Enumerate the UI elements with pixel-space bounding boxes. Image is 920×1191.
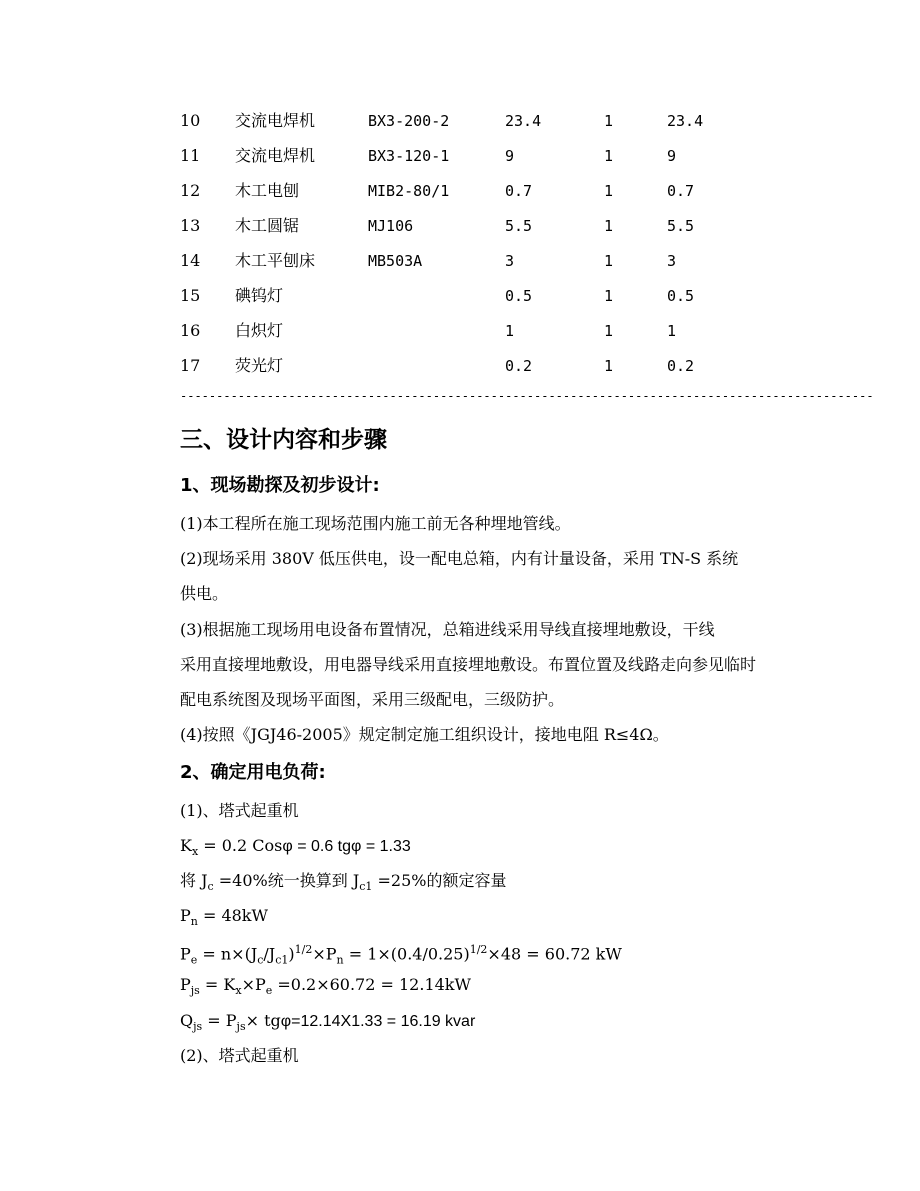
item-title: (2)、塔式起重机: [180, 1046, 299, 1065]
row-name: 白炽灯: [235, 321, 284, 340]
row-model: MB503A: [368, 252, 423, 270]
section-title: 三、设计内容和步骤: [180, 427, 387, 453]
row-model: MJ106: [368, 217, 414, 235]
row-name: 交流电焊机: [235, 111, 316, 130]
row-power: 3: [505, 252, 515, 270]
table-row: [0, 284, 920, 310]
row-no: 17: [180, 356, 201, 375]
row-power: 5.5: [505, 217, 533, 235]
row-no: 14: [180, 251, 201, 270]
row-name: 荧光灯: [235, 356, 284, 375]
row-qty: 1: [604, 252, 614, 270]
row-total: 0.7: [667, 182, 695, 200]
row-total: 0.2: [667, 357, 695, 375]
formula-kx: $K_x = 0.2$ Cosφ = 0.6 tgφ = 1.33: [180, 836, 411, 859]
row-no: 16: [180, 321, 201, 340]
formula-pjs: $P_{js} = K_x\times P_e =0.2\times 60.72 = 12.14kW$: [180, 975, 471, 998]
row-qty: 1: [604, 357, 614, 375]
row-power: 0.2: [505, 357, 533, 375]
row-model: MIB2-80/1: [368, 182, 450, 200]
row-power: 0.7: [505, 182, 533, 200]
table-divider: ------------------------------------------------------------------------------------------------: [180, 389, 874, 403]
row-qty: 1: [604, 147, 614, 165]
item-title: (1)、塔式起重机: [180, 801, 299, 820]
paragraph: 供电。: [180, 584, 229, 603]
row-qty: 1: [604, 287, 614, 305]
row-name: 木工圆锯: [235, 216, 300, 235]
row-qty: 1: [604, 217, 614, 235]
paragraph: 采用直接埋地敷设，用电器导线采用直接埋地敷设。布置位置及线路走向参见临时: [180, 655, 757, 674]
row-power: 23.4: [505, 112, 542, 130]
paragraph: (2)现场采用 380V 低压供电，设一配电总箱，内有计量设备，采用 TN-S 系统: [180, 549, 739, 568]
row-no: 15: [180, 286, 201, 305]
row-qty: 1: [604, 322, 614, 340]
formula-conversion: 将 $J_c =40\%$统一换算到 $J_{c1} =25\%$的额定容量: [180, 871, 507, 894]
subsection-title: 2、确定用电负荷:: [180, 762, 326, 783]
row-total: 1: [667, 322, 677, 340]
paragraph: (1)本工程所在施工现场范围内施工前无各种埋地管线。: [180, 514, 571, 533]
formula-pn: $P_n = 48kW$: [180, 906, 268, 929]
row-no: 11: [180, 146, 201, 165]
table-row: [0, 249, 920, 275]
paragraph: (3)根据施工现场用电设备布置情况，总箱进线采用导线直接埋地敷设，干线: [180, 620, 715, 639]
table-row: [0, 319, 920, 345]
row-power: 0.5: [505, 287, 533, 305]
row-name: 交流电焊机: [235, 146, 316, 165]
paragraph: 配电系统图及现场平面图，采用三级配电，三级防护。: [180, 690, 565, 709]
row-name: 碘钨灯: [235, 286, 284, 305]
formula-pe: $P_e = n\times(J_c/J_{c1})^{1/2}\times P_n = 1\times(0.4/0.25)^{1/2}\times 48 = 60.72$ kW: [180, 943, 622, 967]
table-row: [0, 144, 920, 170]
row-qty: 1: [604, 112, 614, 130]
row-total: 23.4: [667, 112, 704, 130]
table-row: [0, 109, 920, 135]
row-total: 5.5: [667, 217, 695, 235]
row-no: 10: [180, 111, 201, 130]
row-total: 0.5: [667, 287, 695, 305]
row-qty: 1: [604, 182, 614, 200]
row-no: 12: [180, 181, 201, 200]
formula-qjs: $Q_{js} = P_{js}\times tg\varphi=12.14X1.33 = 16.19$ kvar: [180, 1011, 476, 1034]
subsection-title: 1、现场勘探及初步设计:: [180, 475, 380, 496]
row-model: BX3-120-1: [368, 147, 450, 165]
row-model: BX3-200-2: [368, 112, 450, 130]
row-no: 13: [180, 216, 201, 235]
table-row: [0, 179, 920, 205]
paragraph: (4)按照《JGJ46-2005》规定制定施工组织设计，接地电阻 R≤4Ω。: [180, 725, 669, 744]
table-row: [0, 214, 920, 240]
row-name: 木工平刨床: [235, 251, 316, 270]
row-total: 3: [667, 252, 677, 270]
row-power: 9: [505, 147, 515, 165]
row-total: 9: [667, 147, 677, 165]
row-name: 木工电刨: [235, 181, 300, 200]
row-power: 1: [505, 322, 515, 340]
table-row: [0, 354, 920, 380]
